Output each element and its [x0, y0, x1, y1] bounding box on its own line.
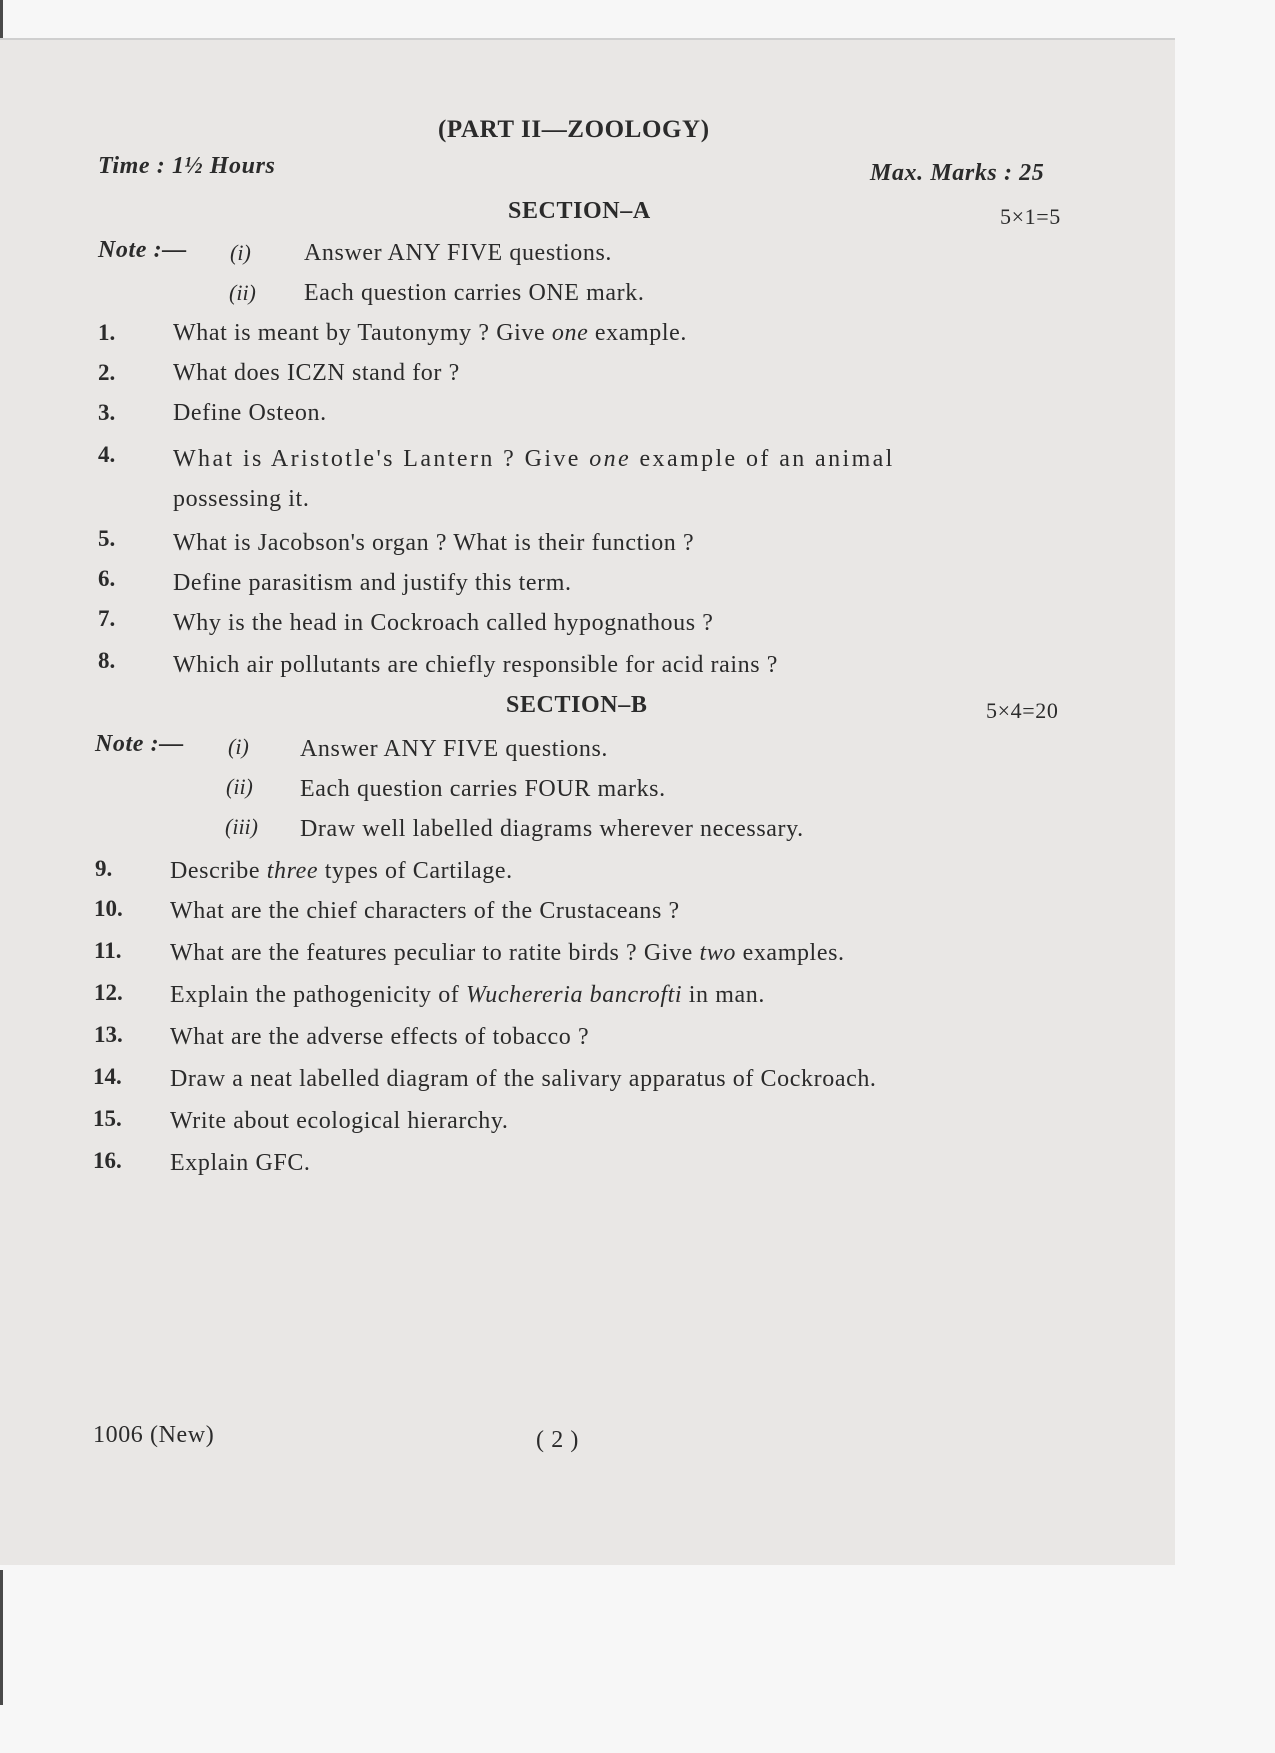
- paper-code: 1006 (New): [93, 1422, 215, 1448]
- section-b-title: SECTION–B: [506, 692, 648, 718]
- question-number: 15.: [93, 1106, 122, 1131]
- question-text: Explain the pathogenicity of Wuchereria bancrofti in man.: [170, 982, 765, 1008]
- part-title: (PART II—ZOOLOGY): [438, 116, 710, 143]
- top-edge-rule: [0, 38, 1175, 40]
- question-number: 11.: [94, 938, 122, 963]
- section-a-note-text: Each question carries ONE mark.: [304, 280, 645, 306]
- section-b-marks: 5×4=20: [986, 698, 1059, 723]
- question-number: 14.: [93, 1064, 122, 1089]
- section-b-note-label: Note :—: [95, 731, 184, 757]
- section-b-note-text: Each question carries FOUR marks.: [300, 776, 666, 802]
- question-text: What is meant by Tautonymy ? Give one example.: [173, 320, 688, 346]
- section-a-title: SECTION–A: [508, 198, 651, 224]
- left-edge-mark-bottom: [0, 1570, 3, 1705]
- question-number: 6.: [98, 566, 116, 591]
- question-text: What is Aristotle's Lantern ? Give one example of an animal: [173, 446, 895, 472]
- section-a-note-label: Note :—: [98, 237, 187, 263]
- question-number: 1.: [98, 320, 116, 345]
- question-number: 12.: [94, 980, 123, 1005]
- question-text-continued: possessing it.: [173, 486, 310, 512]
- section-a-note-text: Answer ANY FIVE questions.: [304, 240, 613, 266]
- question-text: What are the adverse effects of tobacco ?: [170, 1024, 590, 1050]
- question-text: Why is the head in Cockroach called hypognathous ?: [173, 610, 714, 636]
- question-number: 4.: [98, 442, 116, 467]
- question-text: What are the features peculiar to ratite birds ? Give two examples.: [170, 940, 845, 966]
- section-a-note-numeral: (ii): [229, 280, 256, 305]
- question-number: 3.: [98, 400, 116, 425]
- question-text: Define parasitism and justify this term.: [173, 570, 572, 596]
- section-b-note-text: Draw well labelled diagrams wherever necessary.: [300, 816, 804, 842]
- question-text: Write about ecological hierarchy.: [170, 1108, 509, 1134]
- section-a-marks: 5×1=5: [1000, 204, 1061, 229]
- question-text: What are the chief characters of the Crustaceans ?: [170, 898, 680, 924]
- max-marks: Max. Marks : 25: [870, 160, 1045, 186]
- section-a-note-numeral: (i): [230, 240, 251, 265]
- question-text: Explain GFC.: [170, 1150, 311, 1176]
- question-text: Draw a neat labelled diagram of the salivary apparatus of Cockroach.: [170, 1066, 877, 1092]
- question-text: Which air pollutants are chiefly responsible for acid rains ?: [173, 652, 779, 678]
- page-number: ( 2 ): [536, 1427, 579, 1453]
- section-b-note-numeral: (i): [228, 734, 249, 759]
- time-allowed: Time : 1½ Hours: [98, 153, 276, 179]
- question-number: 13.: [94, 1022, 123, 1047]
- question-text: What does ICZN stand for ?: [173, 360, 460, 386]
- question-text: Define Osteon.: [173, 400, 327, 426]
- question-number: 8.: [98, 648, 116, 673]
- question-number: 2.: [98, 360, 116, 385]
- question-number: 9.: [95, 856, 113, 881]
- question-number: 5.: [98, 526, 116, 551]
- question-number: 7.: [98, 606, 116, 631]
- question-text: What is Jacobson's organ ? What is their function ?: [173, 530, 695, 556]
- question-number: 16.: [93, 1148, 122, 1173]
- section-b-note-numeral: (ii): [226, 774, 253, 799]
- left-edge-mark-top: [0, 0, 3, 38]
- question-text: Describe three types of Cartilage.: [170, 858, 513, 884]
- section-b-note-text: Answer ANY FIVE questions.: [300, 736, 609, 762]
- question-number: 10.: [94, 896, 123, 921]
- section-b-note-numeral: (iii): [225, 814, 258, 839]
